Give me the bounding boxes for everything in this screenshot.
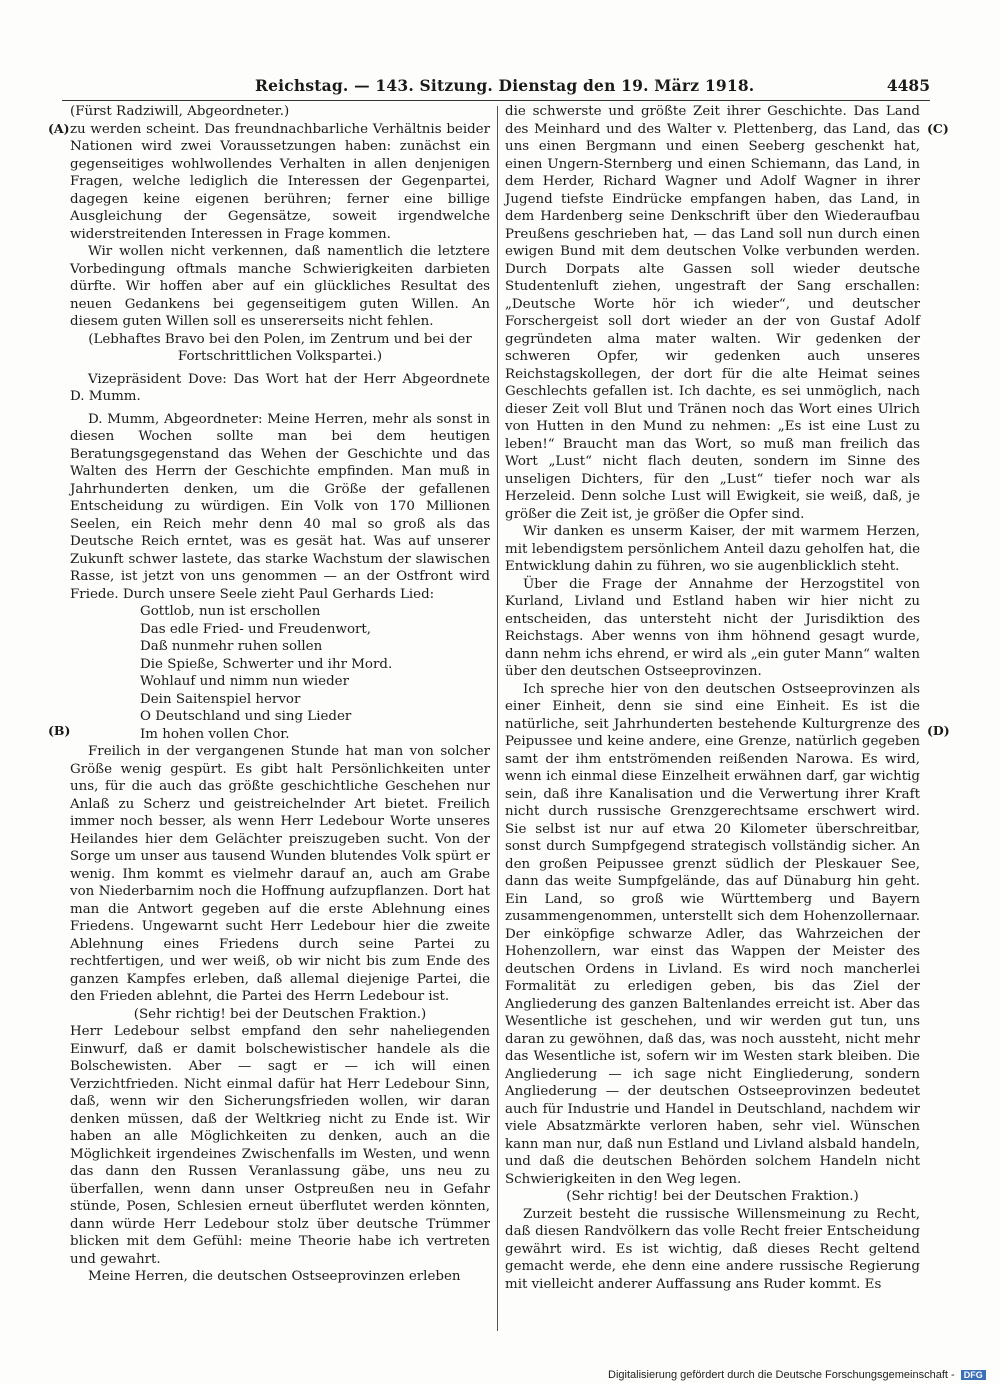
digitization-footer [608,1369,986,1381]
paragraph: Wir danken es unserm Kaiser, der mit warmem Herzen, mit lebendigstem persönlichem Anteil dazu geholfen hat, die Entwicklung dahin zu führen, wo sie augenblicklich steht. [505,524,920,574]
poem-line: O Deutschland und sing Lieder [140,709,352,724]
right-column [505,103,920,1293]
poem-line: Wohlauf und nimm nun wieder [140,674,349,689]
left-column [70,103,490,1286]
dfg-logo: DFG [961,1370,986,1380]
paragraph: Herr Ledebour selbst empfand den sehr naheliegenden Einwurf, daß er damit bolschewistischer handele als die Bolschewisten. Aber — sagt er — ich will einen Verzichtfrieden. Nicht einmal dafür hat Herr Ledebour Sinn, daß, wenn wir den Sicherungsfrieden wollen, wir daran denken müssen, daß der Weltkrieg nicht zu Ende ist. Wir haben an alle Möglichkeiten zu denken, auch an die Möglichkeit irgendeines Zwischenfalls im Westen, und wenn das dann den Russen Veranlassung gäbe, uns neu zu überfallen, wenn dann unser Ostpreußen neu in Gefahr stünde, Posen, Schlesien erneut überflutet werden könnten, dann würde Herr Ledebour stolz über deutsche Trümmer blicken mit dem Gefühl: meine Theorie habe ich vertreten und gewahrt. [70,1024,490,1267]
page-header [60,76,930,98]
poem-line: Das edle Fried- und Freudenwort, [140,621,372,637]
paragraph: Über die Frage der Annahme der Herzogstitel von Kurland, Livland und Estland haben wir hier nicht zu entscheiden, das untersteht nicht der Jurisdiktion des Reichstags. Aber wenns von ihm höhnend gesagt wurde, dann nehm ichs ehrend, er wird als „ein guter Mann“ walten über den deutschen Ostseeprovinzen. [505,576,920,679]
applause-note: (Sehr richtig! bei der Deutschen Fraktion.) [133,1006,427,1022]
poem-line: Im hohen vollen Chor. [140,726,290,742]
poem [70,603,490,743]
page-number: 4485 [886,76,930,95]
poem-line: Die Spieße, Schwerter und ihr Mord. [140,656,393,672]
paragraph: die schwerste und größte Zeit ihrer Geschichte. Das Land des Meinhard und des Walter v. Plettenberg, das Land, das uns einen Bergmann und einen Seeberg geschenkt hat, einen Ungern-Sternberg und einen Schiemann, das Land, in dem Herder, Richard Wagner und Adolf Wagner in ihrer Jugend tiefste Eindrücke empfangen haben, das Land, in dem Hardenberg seine Denkschrift über den Wiederaufbau Preußens geschrieben hat, — das Land soll nun durch einen ewigen Bund mit dem deutschen Volke verbunden werden. Durch Dorpats alte Gassen soll wieder deutsche Studentenluft ziehen, ungestraft der Sang erschallen: „Deutsche Worte hör ich wieder“, und deutscher Forschergeist soll dort wieder an der von Gustaf Adolf gegründeten alma mater walten. Wir gedenken der schweren Opfer, wir gedenken auch unseres Reichstagskollegen, der dort für die alte Heimat seines Geschlechts gefallen ist. Ich dachte, es sei unmöglich, nach dieser Zeit voll Blut und Tränen noch das Wort eines Ulrich von Hutten in den Mund zu nehmen: „Es ist eine Lust zu leben!“ Braucht man das Wort, so muß man freilich das Wort „Lust“ nicht flach deuten, sondern im Sinne des unseligen Dichters, für den „Lust“ tiefer noch war als Herzeleid. Denn solche Lust will Ewigkeit, sie weiß, daß, je größer die Zeit ist, je größer die Opfer sind. [505,104,920,522]
paragraph: Meine Herren, die deutschen Ostseeprovinzen erleben [88,1269,461,1284]
applause-note: (Lebhaftes Bravo bei den Polen, im Zentrum und bei der Fortschrittlichen Volkspartei.) [88,331,472,364]
column-divider [497,106,498,1331]
applause-note: (Sehr richtig! bei der Deutschen Fraktion.) [566,1189,859,1204]
page-title: Reichstag. — 143. Sitzung. Dienstag den 19. März 1918. [255,76,755,95]
poem-line: Gottlob, nun ist erschollen [140,604,321,619]
margin-mark-c: (C) [927,121,949,136]
paragraph-speech: D. Mumm, Abgeordneter: Meine Herren, mehr als sonst in diesen Wochen sollte man bei dem heutigen Beratungsgegenstand das Wehen der Geschichte und das Walten des Herrn der Geschichte empfinden. Man muß in Jahrhunderten denken, um die Größe der gefallenen Entscheidung zu würdigen. Ein Volk von 170 Millionen Seelen, ein Reich mehr denn 40 mal so groß als das Deutsche Reich erntet, was es gesät hat. Was auf unserer Zukunft schwer lastete, das starke Wachstum der slawischen Rasse, ist jetzt von uns genommen — an der Ostfront wird Friede. Durch unsere Seele zieht Paul Gerhards Lied: [70,411,490,602]
paragraph: Freilich in der vergangenen Stunde hat man von solcher Größe wenig gespürt. Es gibt halt Persönlichkeiten unter uns, für die auch das größte geschichtliche Geschehen nur Anlaß zu Scherz und geistreichelnder Art bietet. Freilich immer noch besser, als wenn Herr Ledebour Worte unseres Heilandes hier dem Gelächter preiszugeben sucht. Von der Sorge um unser aus tausend Wunden blutendes Volk spürt er wenig. Ihm kommt es vielmehr darauf an, auch am Grabe von Niederbarnim noch die Hoffnung aufzupflanzen. Dort hat man die Antwort gegeben auf die erste Ablehnung eines Friedens. Ungewarnt sucht Herr Ledebour hier die zweite Ablehnung eines Friedens durch seine Partei zu rechtfertigen, und wer weiß, ob wir nicht bis zum Ende des ganzen Kampfes erleben, daß allemal diejenige Partei, die den Frieden ablehnt, die Partei des Herrn Ledebour ist. [70,744,490,1004]
paragraph: zu werden scheint. Das freundnachbarliche Verhältnis beider Nationen wird zwei Voraussetzungen haben: zunächst ein gegenseitiges wohlwollendes Verhalten in allen denjenigen Fragen, welche lediglich die Interessen der Gegenpartei, dagegen keine eigenen berühren; ferner eine billige Ausgleichung der Gegensätze, soweit irgendwelche widerstreitenden Interessen in Frage kommen. [70,121,490,242]
margin-mark-a: (A) [48,121,70,136]
paragraph: Ich spreche hier von den deutschen Ostseeprovinzen als einer Einheit, denn sie sind eine Einheit. Es ist die natürliche, seit Jahrhunderten bestehende Kulturgrenze des Peipussee und keine andere, eine Grenze, natürlich gegeben samt der ihm entströmenden reißenden Narowa. Es wird, wenn ich einmal diese Einzelheit erwähnen darf, gar wichtig sein, daß ihre Kanalisation und die Verwertung ihrer Kraft nicht durch russische Grenzgerechtsame erschwert wird. Sie selbst ist nur auf etwa 20 Kilometer überschreitbar, sonst durch Sumpfgegend strategisch vollständig sicher. An den großen Peipussee grenzt südlich der Pleskauer See, dann das weite Sumpfgelände, das auf Dünaburg hin geht. Ein Land, so groß wie Württemberg und Bayern zusammengenommen, unterstellt sich dem Hohenzollernaar. Der einköpfige schwarze Adler, das Wahrzeichen der Hohenzollern, war einst das Wappen der Meister des deutschen Ordens in Livland. Es wird noch mancherlei Formalität zu erledigen geben, bis das Ziel der Angliederung des ganzen Baltenlandes erreicht ist. Aber das Wesentliche ist geschehen, und wir werden gut tun, uns daran zu gewöhnen, daß das, was noch aussteht, nicht mehr das Wesentliche ist, sofern wir im Westen stark bleiben. Die Angliederung — ich sage nicht Eingliederung, sondern Angliederung — der deutschen Ostseeprovinzen bedeutet auch für Industrie und Handel in Deutschland, nachdem wir viele Absatzmärkte verloren haben, sehr viel. Wünschen kann man nur, daß nun Estland und Livland alsbald handeln, und daß die deutschen Behörden solchem Handeln nicht Schwierigkeiten in den Weg legen. [505,681,920,1187]
paragraph: Wir wollen nicht verkennen, daß namentlich die letztere Vorbedingung oftmals manche Schwierigkeiten darbieten dürfte. Wir hoffen aber auf ein glückliches Resultat des neuen Gedankens bei gegenseitigem guten Willen. An diesem guten Willen soll es unsererseits nicht fehlen. [70,244,490,329]
header-rule [62,100,930,101]
speaker-note: (Fürst Radziwill, Abgeordneter.) [70,104,290,119]
margin-mark-b: (B) [48,723,71,738]
paragraph-vice-president: Vizepräsident Dove: Das Wort hat der Herr Abgeordnete D. Mumm. [70,371,490,404]
paragraph: Zurzeit besteht die russische Willensmeinung zu Recht, daß diesen Randvölkern das volle Recht freier Entscheidung gewährt wird. Es ist wichtig, daß dieses Recht geltend gemacht werde, ehe denn eine andere russische Regierung mit vielleicht anderer Auffassung ans Ruder kommt. Es [505,1206,920,1292]
footer-text: Digitalisierung gefördert durch die Deutsche Forschungsgemeinschaft - [608,1369,955,1381]
poem-line: Daß nunmehr ruhen sollen [140,639,323,654]
poem-line: Dein Saitenspiel hervor [140,691,301,707]
margin-mark-d: (D) [927,723,950,738]
